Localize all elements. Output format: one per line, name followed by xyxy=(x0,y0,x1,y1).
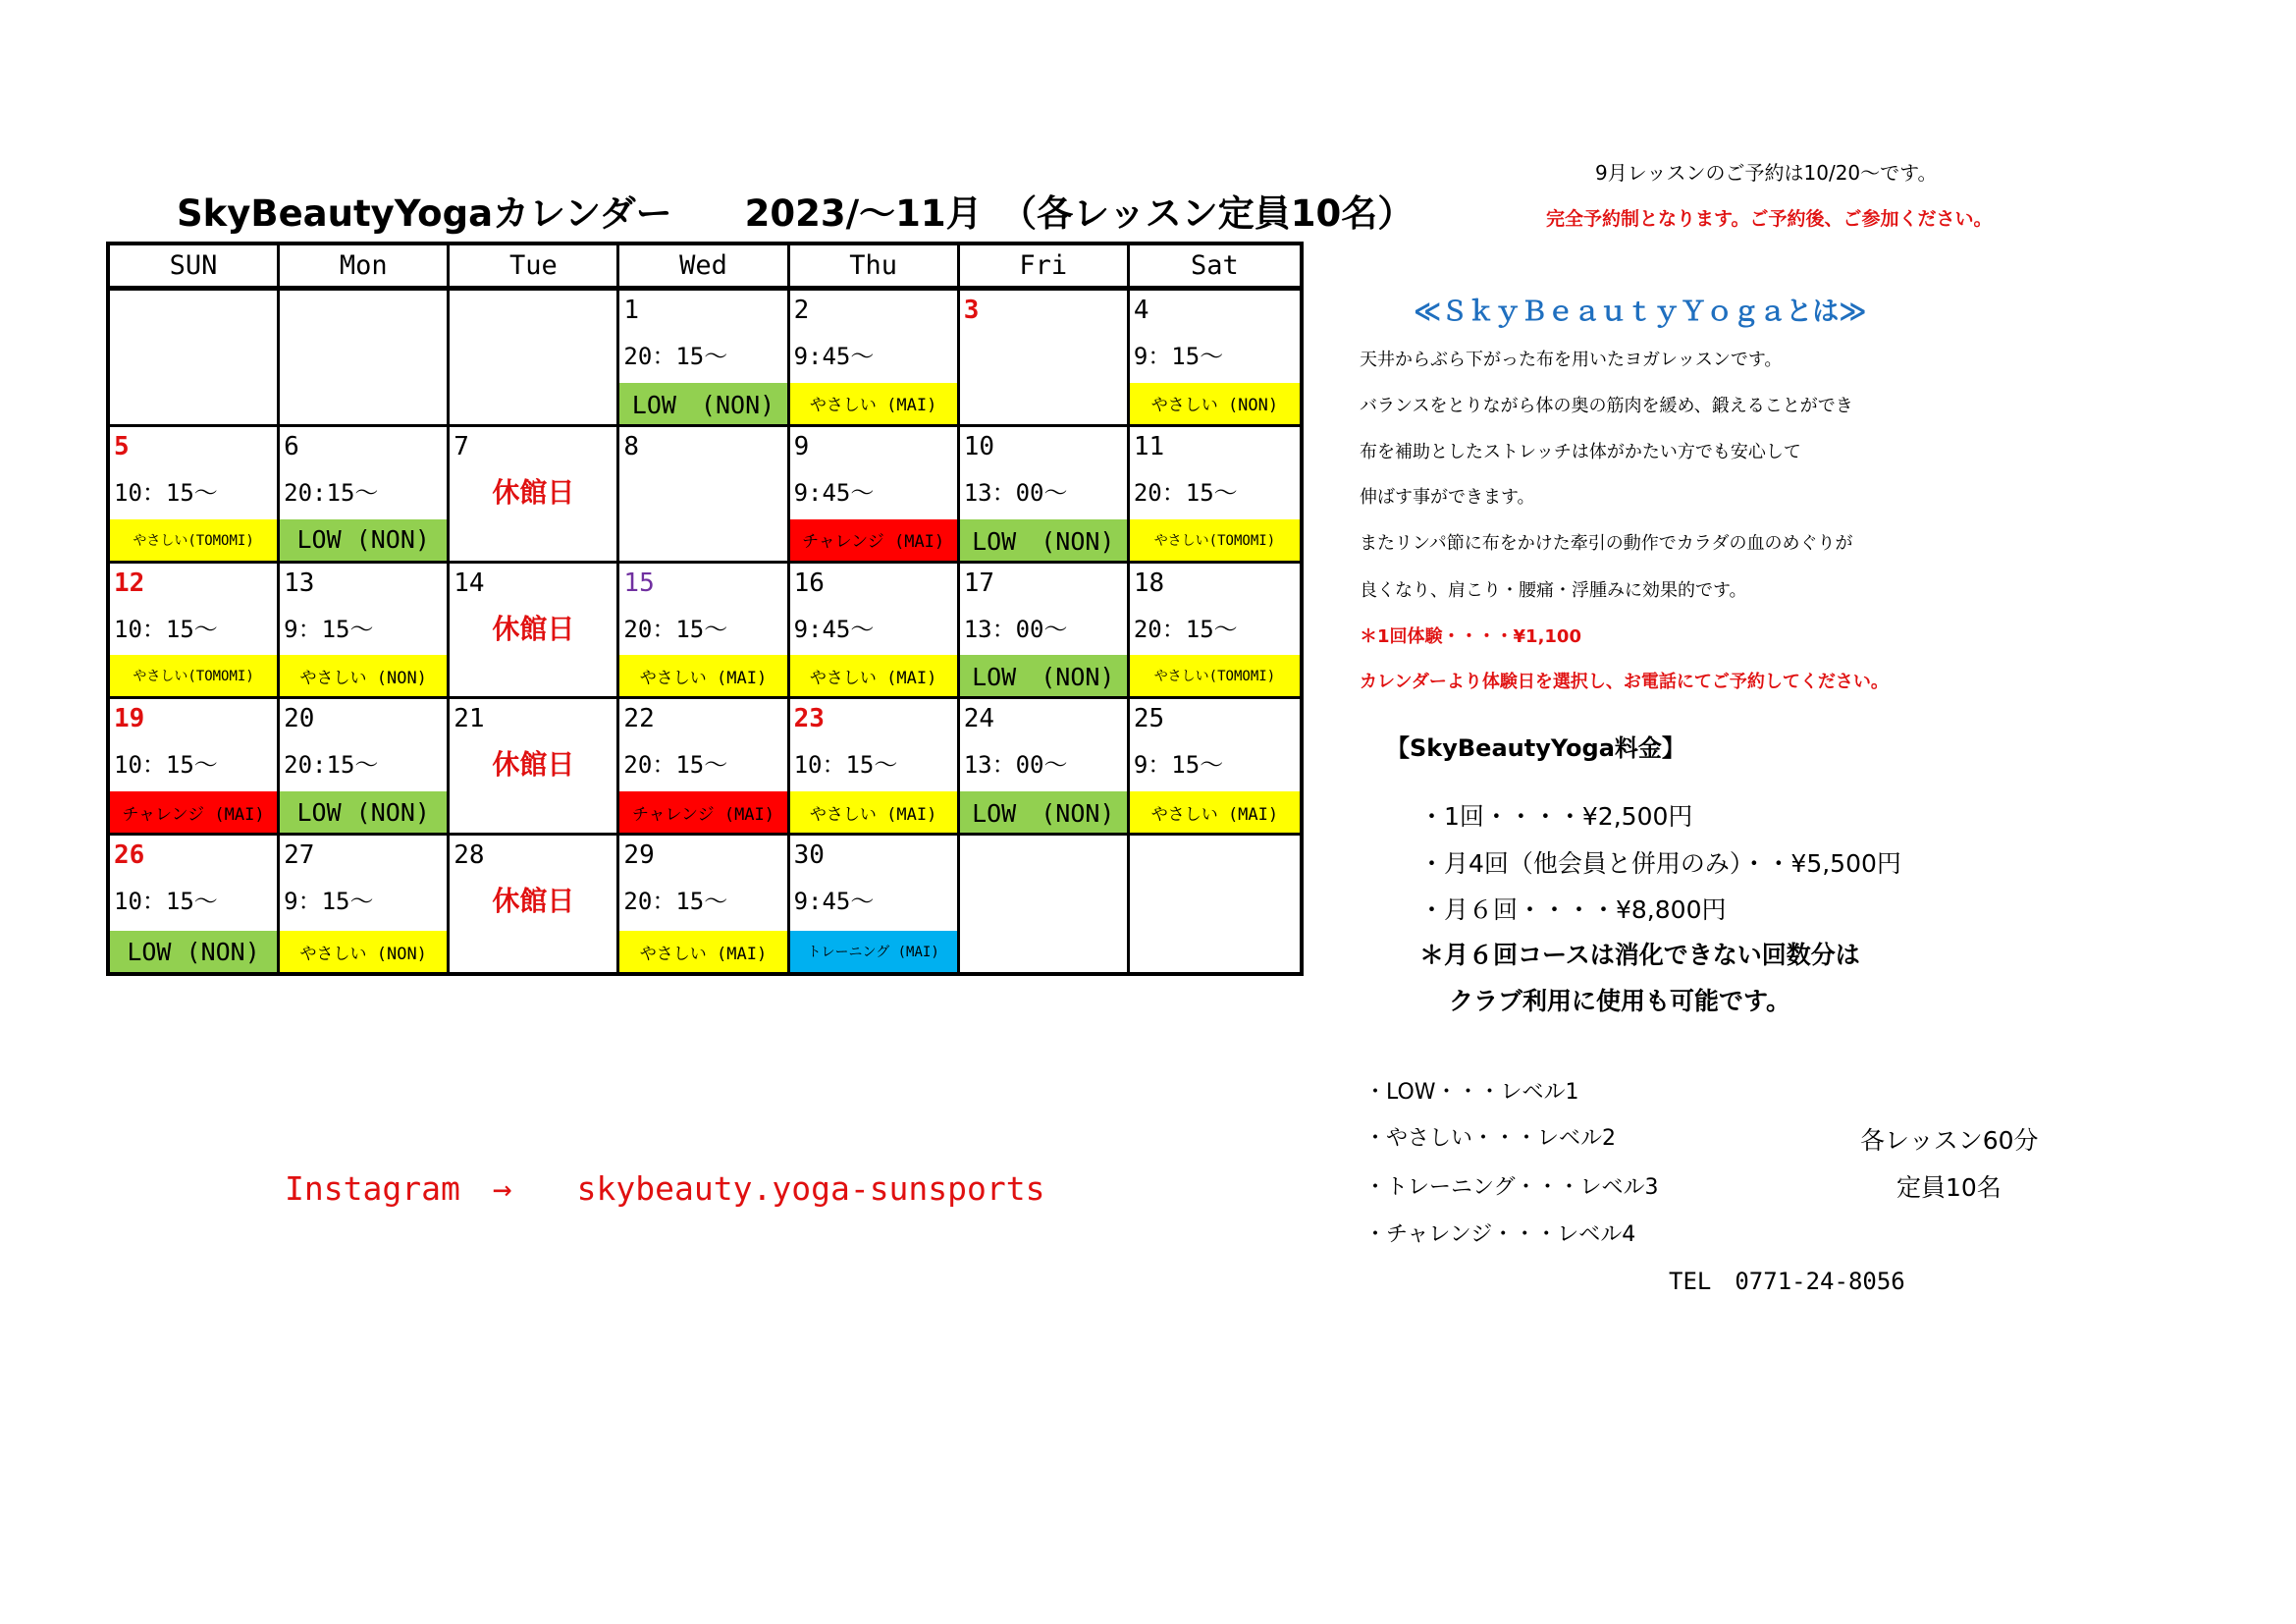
level-item: ・やさしい・・・レベル2 xyxy=(1364,1126,1616,1151)
day-number: 10 xyxy=(963,431,995,461)
lesson-time: 9：15～ xyxy=(284,888,374,916)
calendar-day-cell[interactable] xyxy=(790,699,960,836)
price-note: ＊月６回コースは消化できない回数分は xyxy=(1419,941,1860,969)
weekday-header-6: Sat xyxy=(1130,245,1300,291)
price-item: ・月６回・・・・¥8,800円 xyxy=(1419,895,1727,924)
closed-day-label: 休館日 xyxy=(492,475,575,509)
lesson-time: 9:45～ xyxy=(793,343,875,370)
lesson-time: 20：15～ xyxy=(1133,478,1238,507)
day-number: 2 xyxy=(793,296,810,325)
calendar-day-cell[interactable] xyxy=(790,291,960,427)
lesson-time: 20：15～ xyxy=(1133,615,1238,643)
lesson-badge-low: LOW (NON) xyxy=(280,791,447,833)
day-number: 27 xyxy=(284,840,315,871)
calendar-day-cell[interactable] xyxy=(960,291,1130,427)
calendar-day-cell[interactable] xyxy=(110,699,280,836)
lesson-time: 20:15～ xyxy=(284,478,379,507)
day-number: 28 xyxy=(454,840,485,871)
calendar-day-cell[interactable] xyxy=(619,427,789,564)
lesson-badge-yasashii: やさしい (NON) xyxy=(280,931,447,972)
lesson-time: 13：00～ xyxy=(963,478,1068,507)
lesson-time: 13：00～ xyxy=(963,615,1068,643)
day-number: 12 xyxy=(114,568,145,598)
calendar-day-cell[interactable] xyxy=(1130,291,1300,427)
calendar-day-cell[interactable] xyxy=(110,427,280,564)
calendar-day-cell xyxy=(450,291,619,427)
price-title: 【SkyBeautyYoga料金】 xyxy=(1386,734,1685,762)
day-number: 18 xyxy=(1133,568,1165,598)
reservation-notice: 9月レッスンのご予約は10/20～です。 xyxy=(1595,161,1938,185)
calendar-day-cell[interactable] xyxy=(1130,427,1300,564)
calendar-day-cell[interactable] xyxy=(450,427,619,564)
calendar-day-cell[interactable] xyxy=(960,699,1130,836)
closed-day-label: 休館日 xyxy=(492,748,575,782)
calendar-day-cell[interactable] xyxy=(280,427,450,564)
lesson-badge-yasashii: やさしい (MAI) xyxy=(790,655,957,696)
day-number: 9 xyxy=(793,431,810,461)
day-number: 26 xyxy=(114,840,145,871)
level-item: ・トレーニング・・・レベル3 xyxy=(1364,1175,1659,1200)
lesson-badge-yasashii: やさしい (MAI) xyxy=(1130,791,1300,833)
lesson-badge-yasashii: やさしい (NON) xyxy=(280,655,447,696)
calendar-day-cell[interactable] xyxy=(960,564,1130,700)
price-note: クラブ利用に使用も可能です。 xyxy=(1449,987,1791,1015)
calendar-day-cell xyxy=(1130,836,1300,972)
about-line: 伸ばす事ができます。 xyxy=(1360,487,1535,508)
about-line: 良くなり、肩こり・腰痛・浮腫みに効果的です。 xyxy=(1360,580,1747,601)
lesson-time: 20：15～ xyxy=(623,888,728,916)
day-number: 21 xyxy=(454,704,485,734)
day-number: 22 xyxy=(623,704,655,734)
calendar-day-cell[interactable] xyxy=(1130,699,1300,836)
day-number: 20 xyxy=(284,704,315,734)
weekday-header-2: Tue xyxy=(450,245,619,291)
day-number: 14 xyxy=(454,568,485,598)
calendar-day-cell[interactable] xyxy=(619,836,789,972)
lesson-badge-yasashii: やさしい (MAI) xyxy=(790,791,957,833)
calendar-day-cell xyxy=(110,291,280,427)
calendar-day-cell[interactable] xyxy=(790,564,960,700)
weekday-header-1: Mon xyxy=(280,245,450,291)
lesson-badge-yasashii: やさしい(TOMOMI) xyxy=(110,655,277,696)
lesson-badge-low: LOW (NON) xyxy=(110,931,277,972)
price-item: ・1回・・・・¥2,500円 xyxy=(1419,802,1693,831)
lesson-badge-low: LOW (NON) xyxy=(619,383,786,424)
calendar-day-cell[interactable] xyxy=(450,699,619,836)
lesson-badge-yasashii: やさしい (MAI) xyxy=(619,655,786,696)
lesson-badge-challenge: チャレンジ (MAI) xyxy=(110,791,277,833)
lesson-badge-yasashii: やさしい (NON) xyxy=(1130,383,1300,424)
lesson-badge-low: LOW (NON) xyxy=(960,791,1127,833)
calendar-day-cell[interactable] xyxy=(1130,564,1300,700)
lesson-badge-low: LOW (NON) xyxy=(960,655,1127,696)
lesson-badge-training: トレーニング (MAI) xyxy=(790,931,957,972)
lesson-badge-yasashii: やさしい(TOMOMI) xyxy=(1130,655,1300,696)
weekday-header-5: Fri xyxy=(960,245,1130,291)
lesson-time: 20:15～ xyxy=(284,751,379,780)
day-number: 29 xyxy=(623,840,655,871)
level-item: ・LOW・・・レベル1 xyxy=(1364,1080,1579,1105)
instagram-link[interactable]: Instagram → skybeauty.yoga-sunsports xyxy=(285,1169,1045,1208)
day-number: 7 xyxy=(454,431,469,461)
price-item: ・月4回（他会員と併用のみ）・・¥5,500円 xyxy=(1419,849,1901,878)
closed-day-label: 休館日 xyxy=(492,612,575,645)
lesson-time: 9：15～ xyxy=(1133,751,1224,780)
calendar-day-cell[interactable] xyxy=(790,427,960,564)
lesson-badge-low: LOW (NON) xyxy=(280,519,447,561)
weekday-header-3: Wed xyxy=(619,245,789,291)
calendar-title: SkyBeautyYogaカレンダー 2023/～11月 （各レッスン定員10名） xyxy=(177,192,1415,235)
day-number: 8 xyxy=(623,431,640,461)
level-item: ・チャレンジ・・・レベル4 xyxy=(1364,1222,1636,1247)
lesson-badge-yasashii: やさしい (MAI) xyxy=(790,383,957,424)
lesson-time: 9:45～ xyxy=(793,888,875,916)
lesson-badge-low: LOW (NON) xyxy=(960,519,1127,561)
calendar-day-cell[interactable] xyxy=(280,699,450,836)
day-number: 11 xyxy=(1133,431,1165,461)
closed-day-label: 休館日 xyxy=(492,885,575,918)
day-number: 24 xyxy=(963,704,995,734)
day-number: 3 xyxy=(963,296,980,325)
calendar-day-cell[interactable] xyxy=(450,564,619,700)
day-number: 6 xyxy=(284,431,299,461)
day-number: 17 xyxy=(963,568,995,598)
day-number: 5 xyxy=(114,431,130,461)
day-number: 25 xyxy=(1133,704,1165,734)
lesson-time: 9:45～ xyxy=(793,478,875,507)
trial-note: カレンダーより体験日を選択し、お電話にてご予約してください。 xyxy=(1360,672,1889,692)
phone-number[interactable]: TEL 0771-24-8056 xyxy=(1669,1268,1905,1295)
day-number: 15 xyxy=(623,568,655,598)
calendar-day-cell[interactable] xyxy=(280,836,450,972)
trial-price: ＊1回体験・・・・¥1,100 xyxy=(1360,626,1581,647)
calendar-day-cell[interactable] xyxy=(110,564,280,700)
lesson-badge-yasashii: やさしい(TOMOMI) xyxy=(110,519,277,561)
calendar-day-cell[interactable] xyxy=(110,836,280,972)
lesson-time: 10：15～ xyxy=(114,478,218,507)
lesson-time: 10：15～ xyxy=(114,888,218,916)
about-line: 布を補助としたストレッチは体がかたい方でも安心して xyxy=(1360,442,1801,462)
day-number: 30 xyxy=(793,840,825,871)
lesson-time: 10：15～ xyxy=(793,751,898,780)
lesson-time: 10：15～ xyxy=(114,751,218,780)
day-number: 16 xyxy=(793,568,825,598)
day-number: 23 xyxy=(793,704,825,734)
about-title: ≪ＳｋｙＢｅａｕｔｙＹｏｇａとは≫ xyxy=(1414,297,1867,327)
reservation-note: 完全予約制となります。ご予約後、ご参加ください。 xyxy=(1546,208,1993,230)
calendar-day-cell[interactable] xyxy=(619,564,789,700)
about-line: バランスをとりながら体の奥の筋肉を緩め、鍛えることができ xyxy=(1360,396,1853,416)
weekday-header-0: SUN xyxy=(110,245,280,291)
calendar-grid xyxy=(106,242,1304,976)
calendar-day-cell[interactable] xyxy=(790,836,960,972)
lesson-time: 10：15～ xyxy=(114,615,218,643)
lesson-time: 9:45～ xyxy=(793,615,875,643)
lesson-time: 13：00～ xyxy=(963,751,1068,780)
lesson-time: 20：15～ xyxy=(623,615,728,643)
day-number: 13 xyxy=(284,568,315,598)
lesson-badge-yasashii: やさしい (MAI) xyxy=(619,931,786,972)
calendar-day-cell[interactable] xyxy=(450,836,619,972)
lesson-time: 9：15～ xyxy=(1133,343,1224,370)
lesson-duration: 各レッスン60分 xyxy=(1860,1126,2039,1155)
about-line: 天井からぶら下がった布を用いたヨガレッスンです。 xyxy=(1360,350,1783,370)
calendar-day-cell[interactable] xyxy=(619,291,789,427)
weekday-header-4: Thu xyxy=(790,245,960,291)
calendar-day-cell[interactable] xyxy=(960,427,1130,564)
lesson-time: 20：15～ xyxy=(623,751,728,780)
about-line: またリンパ節に布をかけた牽引の動作でカラダの血のめぐりが xyxy=(1360,533,1853,554)
day-number: 19 xyxy=(114,704,145,734)
calendar-day-cell xyxy=(280,291,450,427)
day-number: 4 xyxy=(1133,296,1149,325)
lesson-capacity: 定員10名 xyxy=(1896,1173,2002,1202)
lesson-time: 9：15～ xyxy=(284,615,374,643)
calendar-day-cell xyxy=(960,836,1130,972)
lesson-badge-yasashii: やさしい(TOMOMI) xyxy=(1130,519,1300,561)
calendar-day-cell[interactable] xyxy=(619,699,789,836)
day-number: 1 xyxy=(623,296,640,325)
calendar-day-cell[interactable] xyxy=(280,564,450,700)
lesson-badge-challenge: チャレンジ (MAI) xyxy=(619,791,786,833)
lesson-time: 20：15～ xyxy=(623,343,728,370)
lesson-badge-challenge: チャレンジ (MAI) xyxy=(790,519,957,561)
